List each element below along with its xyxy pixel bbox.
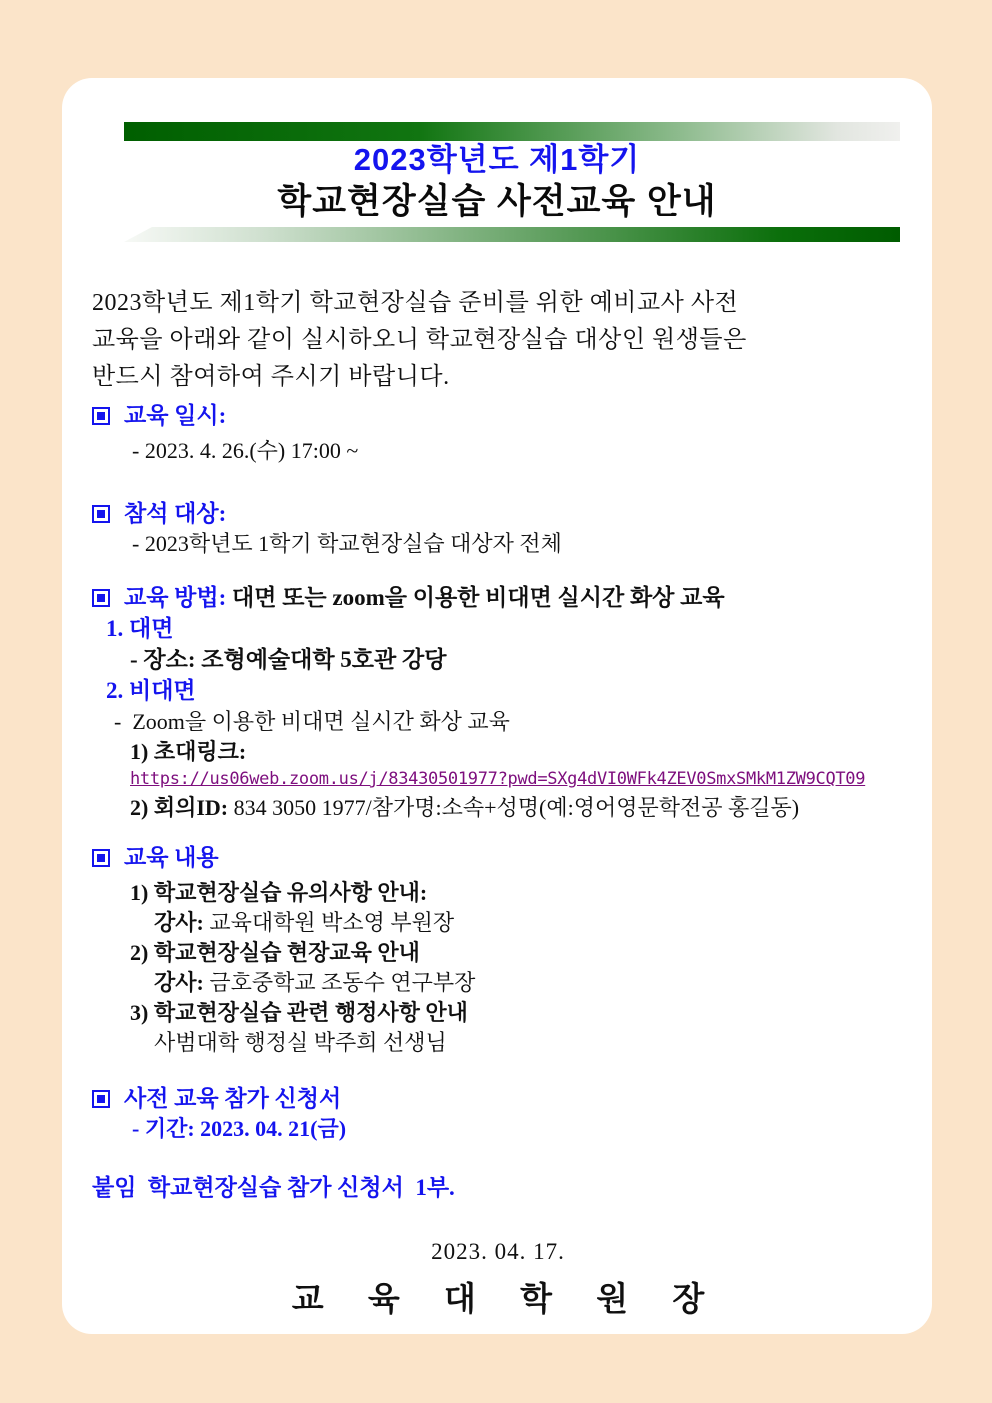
meeting-id-row [130, 793, 904, 823]
signature-title: 교 육 대 학 원 장 [291, 1282, 723, 1318]
method-remote-description: - Zoom을 이용한 비대면 실시간 화상 교육 [114, 709, 510, 734]
notice-title-line2: 학교현장실습 사전교육 안내 [277, 182, 717, 221]
section-application-title [92, 1084, 904, 1114]
notice-panel [62, 78, 932, 1334]
lecturer-label: 강사: [154, 970, 204, 995]
notice-body [92, 285, 904, 1320]
header-gradient-bar-bottom [124, 227, 900, 242]
section-datetime-label: 교육 일시: [124, 403, 227, 428]
attachment-line: 붙임 학교현장실습 참가 신청서 1부. [92, 1175, 455, 1200]
header-gradient-bar-top [124, 122, 900, 141]
lecturer-label: 강사: [154, 910, 204, 935]
section-content-title [92, 843, 904, 873]
square-bullet-icon [92, 589, 110, 607]
section-attendees-label: 참석 대상: [124, 501, 227, 526]
invite-link-row [130, 766, 904, 793]
content-item-head: 3) 학교현장실습 관련 행정사항 안내 [130, 1000, 468, 1025]
content-item-sub [154, 968, 904, 998]
section-method-label: 교육 방법: 대면 또는 zoom을 이용한 비대면 실시간 화상 교육 [124, 585, 725, 610]
intro-line: 교육을 아래와 같이 실시하오니 학교현장실습 대상인 원생들은 [92, 327, 747, 353]
intro-line: 반드시 참여하여 주시기 바랍니다. [92, 364, 450, 390]
lecturer-value: 교육대학원 박소영 부원장 [203, 910, 455, 935]
section-method-title [92, 583, 904, 613]
method-item-remote: 2. 비대면 [106, 678, 196, 703]
intro-line: 2023학년도 제1학기 학교현장실습 준비를 위한 예비교사 사전 [92, 290, 739, 316]
notice-date: 2023. 04. 17. [431, 1239, 565, 1264]
meeting-id-value: 834 3050 1977/참가명:소속+성명(예:영어영문학전공 홍길동) [228, 795, 800, 820]
intro-paragraph [92, 285, 904, 396]
attendees-value: - 2023학년도 1학기 학교현장실습 대상자 전체 [132, 531, 562, 556]
notice-title-line1: 2023학년도 제1학기 [353, 142, 641, 177]
method-in-person-place: - 장소: 조형예술대학 5호관 강당 [130, 647, 447, 672]
application-period: - 기간: 2023. 04. 21(금) [132, 1116, 347, 1141]
square-bullet-icon [92, 505, 110, 523]
zoom-invite-link[interactable]: https://us06web.zoom.us/j/83430501977?pwd=SXg4dVI0WFk4ZEV0SmxSMkM1ZW9CQT09 [130, 769, 866, 789]
meeting-id-label: 2) 회의ID: [130, 795, 229, 820]
content-item-sub: 사범대학 행정실 박주희 선생님 [154, 1030, 447, 1055]
content-item-sub [154, 908, 904, 938]
section-content-label: 교육 내용 [124, 845, 219, 870]
method-title-description: 대면 또는 zoom을 이용한 비대면 실시간 화상 교육 [226, 585, 725, 610]
section-datetime-title [92, 401, 904, 431]
square-bullet-icon [92, 849, 110, 867]
square-bullet-icon [92, 407, 110, 425]
method-item-in-person: 1. 대면 [106, 616, 174, 641]
content-item-head: 2) 학교현장실습 현장교육 안내 [130, 940, 420, 965]
square-bullet-icon [92, 1090, 110, 1108]
lecturer-value: 금호중학교 조동수 연구부장 [203, 970, 476, 995]
content-item-head: 1) 학교현장실습 유의사항 안내: [130, 880, 428, 905]
section-application-label: 사전 교육 참가 신청서 [124, 1086, 342, 1111]
invite-link-label: 1) 초대링크: [130, 739, 247, 764]
datetime-value: - 2023. 4. 26.(수) 17:00 ~ [132, 438, 359, 463]
section-attendees-title [92, 499, 904, 529]
